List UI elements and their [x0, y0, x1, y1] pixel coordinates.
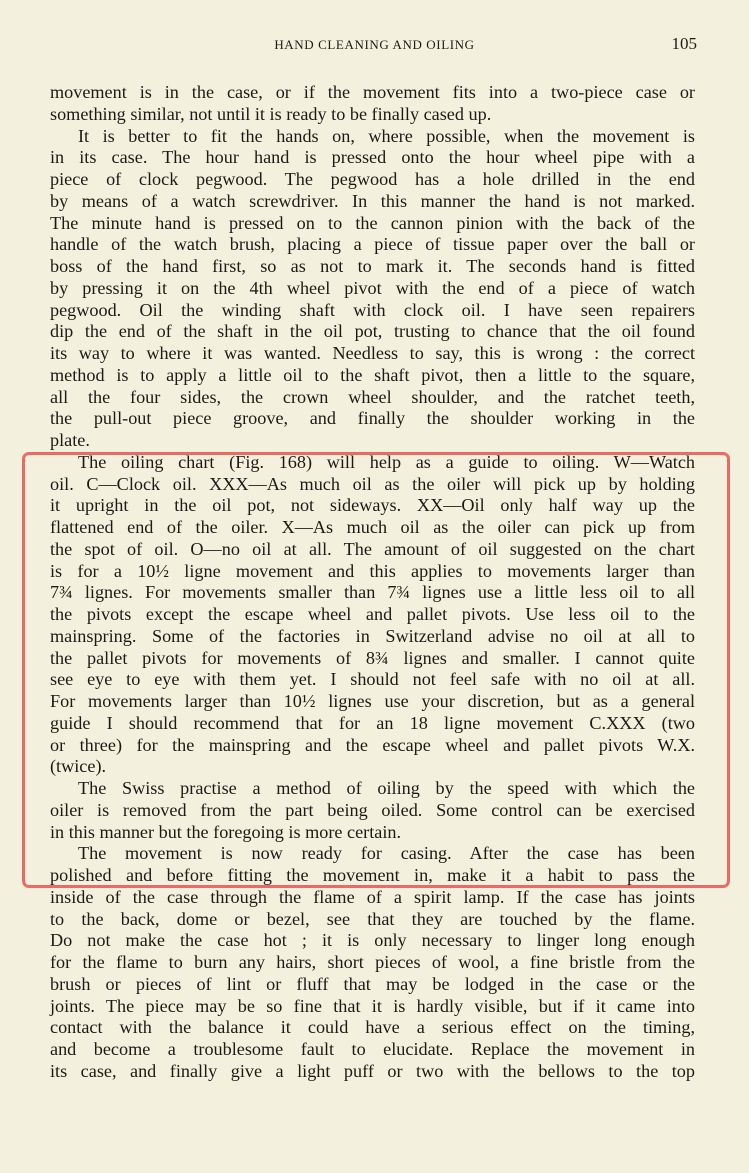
text-line: It is better to fit the hands on, where possible, when the movement is: [78, 125, 695, 146]
text-line: method is to apply a little oil to the shaft pivot, then a little to the square,: [50, 364, 695, 385]
text-line: (twice).: [50, 756, 107, 777]
text-line: see eye to eye with them yet. I should not feel safe with no oil at all.: [50, 669, 695, 690]
text-line: by means of a watch screwdriver. In this manner the hand is not marked.: [50, 190, 695, 211]
text-line: mainspring. Some of the factories in Switzerland advise no oil at all to: [50, 625, 695, 646]
text-line: the pivots except the escape wheel and pallet pivots. Use less oil to the: [50, 604, 695, 624]
text-line: for the flame to burn any hairs, short pieces of wool, a fine bristle from the: [50, 952, 695, 972]
text-line: inside of the case through the flame of a spirit lamp. If the case has joints: [50, 886, 695, 907]
text-line: the pallet pivots for movements of 8¾ lignes and smaller. I cannot quite: [50, 647, 695, 668]
text-line: polished and before fitting the movement in, make it a habit to pass the: [50, 865, 695, 885]
text-line: in its case. The hour hand is pressed onto the hour wheel pipe with a: [50, 147, 695, 168]
text-line: in this manner but the foregoing is more certain.: [50, 821, 402, 842]
text-line: its case, and finally give a light puff or two with the bellows to the top: [50, 1060, 695, 1081]
text-line: is for a 10½ ligne movement and this applies to movements larger than: [50, 560, 695, 581]
text-line: oiler is removed from the part being oiled. Some control can be exercised: [50, 799, 695, 820]
text-line: it upright in the oil pot, not sideways. XX—Oil only half way up the: [50, 495, 695, 516]
text-line: The Swiss practise a method of oiling by the speed with which the: [78, 778, 695, 798]
text-line: The movement is now ready for casing. After the case has been: [78, 843, 695, 864]
body-text: [50, 82, 695, 1083]
text-line: or three) for the mainspring and the escape wheel and pallet pivots W.X.: [50, 734, 695, 755]
text-line: For movements larger than 10½ lignes use your discretion, but as a general: [50, 691, 695, 711]
text-line: the pull-out piece groove, and finally the shoulder working in the: [50, 408, 695, 429]
text-line: The minute hand is pressed on to the cannon pinion with the back of the: [50, 212, 695, 233]
text-line: guide I should recommend that for an 18 ligne movement C.XXX (two: [50, 712, 695, 733]
text-line: pegwood. Oil the winding shaft with clock oil. I have seen repairers: [50, 299, 695, 320]
text-line: its way to where it was wanted. Needless to say, this is wrong : the correct: [50, 343, 695, 363]
text-line: movement is in the case, or if the movement fits into a two-piece case or: [50, 82, 695, 102]
text-line: all the four sides, the crown wheel shoulder, and the ratchet teeth,: [50, 386, 695, 407]
text-line: oil. C—Clock oil. XXX—As much oil as the oiler will pick up by holding: [50, 473, 695, 494]
page-header: [0, 36, 749, 56]
text-line: joints. The piece may be so fine that it is hardly visible, but if it came into: [50, 995, 695, 1016]
text-line: the spot of oil. O—no oil at all. The amount of oil suggested on the chart: [50, 538, 695, 559]
text-line: and become a troublesome fault to elucidate. Replace the movement in: [50, 1039, 695, 1059]
text-line: dip the end of the shaft in the oil pot, trusting to chance that the oil found: [50, 321, 695, 342]
page-number: 105: [671, 34, 697, 53]
text-line: contact with the balance it could have a serious effect on the timing,: [50, 1017, 695, 1038]
text-line: 7¾ lignes. For movements smaller than 7¾ lignes use a little less oil to all: [50, 582, 695, 603]
text-line: plate.: [50, 430, 90, 450]
text-line: piece of clock pegwood. The pegwood has a hole drilled in the end: [50, 169, 695, 189]
text-line: to the back, dome or bezel, see that they are touched by the flame.: [50, 908, 695, 929]
text-line: boss of the hand first, so as not to mark it. The seconds hand is fitted: [50, 256, 695, 276]
text-line: something similar, not until it is ready to be finally cased up.: [50, 103, 492, 124]
running-head: HAND CLEANING AND OILING: [274, 37, 475, 52]
text-line: Do not make the case hot ; it is only necessary to linger long enough: [50, 930, 695, 951]
text-line: brush or pieces of lint or fluff that may be lodged in the case or the: [50, 973, 695, 994]
text-line: The oiling chart (Fig. 168) will help as a guide to oiling. W—Watch: [78, 451, 695, 472]
text-line: handle of the watch brush, placing a piece of tissue paper over the ball or: [50, 234, 695, 255]
text-line: flattened end of the oiler. X—As much oil as the oiler can pick up from: [50, 517, 695, 537]
text-line: by pressing it on the 4th wheel pivot with the end of a piece of watch: [50, 277, 695, 298]
